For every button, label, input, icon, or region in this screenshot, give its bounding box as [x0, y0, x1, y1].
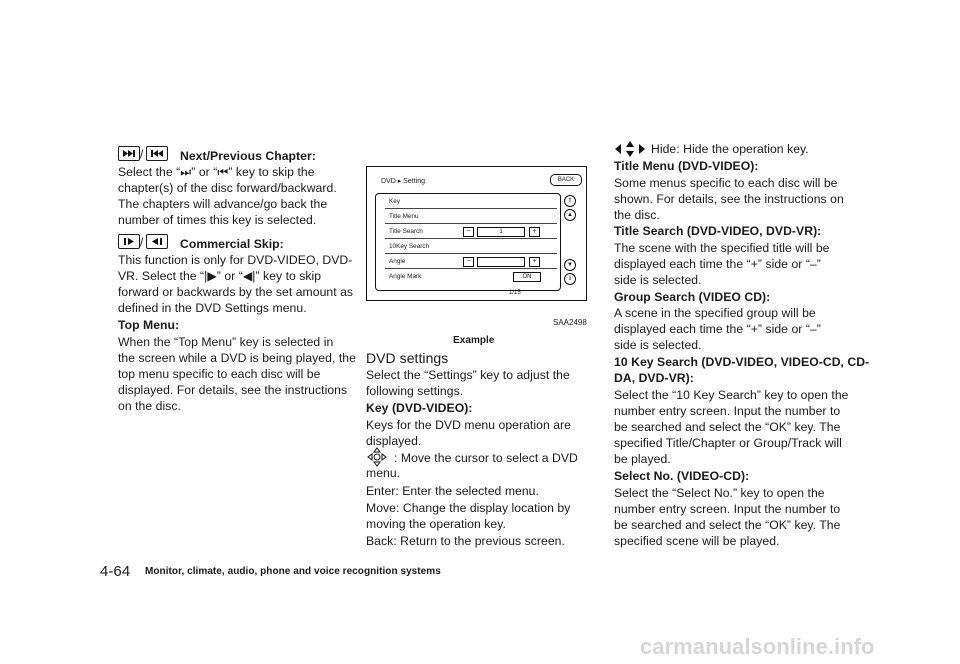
scroll-down-icon: ▼: [564, 259, 576, 271]
slash: /: [140, 234, 144, 249]
tenkey-line-2: number entry screen. Input the number to: [614, 404, 841, 418]
tenkey-line-5: be played.: [614, 452, 671, 466]
title-menu-line-1: Some menus specific to each disc will be: [614, 176, 838, 190]
watermark: carmanualsonline.info: [640, 634, 875, 659]
prev-icon-inline: ⏮: [217, 165, 229, 179]
group-search-line-2: displayed each time the “+” side or “–”: [614, 322, 821, 336]
slash: /: [140, 146, 144, 161]
scroll-controls: [563, 195, 575, 285]
page-number: 4-64: [100, 563, 131, 580]
key-line-2: displayed.: [366, 434, 422, 448]
dvd-settings-heading: DVD settings: [366, 350, 449, 366]
scroll-top-icon: ⇑: [564, 195, 576, 207]
angle-value: [477, 257, 525, 267]
skip-backward-icon: [146, 234, 168, 249]
title-search-line-2: displayed each time the “+” side or “–”: [614, 257, 821, 271]
text: ” or “: [216, 269, 243, 283]
row-angle: [385, 255, 557, 269]
screen-title: DVD ▸ Setting: [381, 178, 425, 185]
angle-mark-value: ON: [513, 272, 541, 282]
top-menu-line-4: displayed. For details, see the instructions: [118, 383, 348, 397]
text: Select the “: [118, 165, 181, 179]
enter-line: Enter: Enter the selected menu.: [366, 484, 539, 498]
title-menu-line-3: the disc.: [614, 208, 660, 222]
row-angle-mark: [385, 270, 557, 283]
top-menu-line-2: the screen while a DVD is being played, the: [118, 351, 356, 365]
title-menu-heading: Title Menu (DVD-VIDEO):: [614, 159, 759, 173]
hide-line: Hide: Hide the operation key.: [651, 142, 809, 156]
next-icon-inline: ⏭: [180, 165, 192, 179]
tenkey-heading-1: 10 Key Search (DVD-VIDEO, VIDEO-CD, CD-: [614, 355, 870, 369]
plus-icon: +: [529, 227, 540, 237]
cursor-line-cont: menu.: [366, 466, 401, 480]
back-line: Back: Return to the previous screen.: [366, 534, 565, 548]
commercial-skip-keys: [118, 233, 168, 251]
minus-icon: −: [463, 257, 474, 267]
section-title: Monitor, climate, audio, phone and voice recognition systems: [145, 566, 441, 577]
back-button: BACK: [550, 174, 582, 186]
row-label: Key: [389, 198, 401, 205]
next-prev-line-2: chapter(s) of the disc forward/backward.: [118, 181, 337, 195]
select-no-line-3: be searched and select the “OK” key. The: [614, 518, 841, 532]
next-chapter-icon: [118, 146, 140, 161]
fwd-icon-inline: |▶: [204, 269, 217, 283]
page-indicator: 1/15: [509, 290, 521, 296]
commercial-line-3: forward or backwards by the set amount as: [118, 285, 354, 299]
title-search-value: 1: [477, 227, 525, 237]
prev-chapter-icon: [146, 146, 168, 161]
next-prev-line-4: number of times this key is selected.: [118, 213, 317, 227]
top-menu-line-3: top menu specific to each disc will be: [118, 367, 321, 381]
scroll-up-icon: ▲: [564, 209, 576, 221]
row-label: Title Menu: [389, 213, 419, 220]
plus-icon: +: [529, 257, 540, 267]
row-10key-search: [385, 240, 557, 254]
title-menu-line-2: shown. For details, see the instructions on: [614, 192, 844, 206]
row-label: Angle Mark: [389, 273, 422, 280]
move-line-2: moving the operation key.: [366, 517, 506, 531]
row-title-search: [385, 225, 557, 239]
scroll-bottom-icon: ⇓: [564, 273, 576, 285]
row-label: Angle: [389, 258, 406, 265]
title-search-line-1: The scene with the specified title will be: [614, 241, 830, 255]
figure-code: SAA2498: [553, 318, 587, 327]
commercial-line-4: defined in the DVD Settings menu.: [118, 301, 307, 315]
key-heading: Key (DVD-VIDEO):: [366, 401, 473, 415]
dvd-settings-line-2: following settings.: [366, 384, 464, 398]
text: ” key to skip the: [228, 165, 315, 179]
select-no-line-1: Select the “Select No.” key to open the: [614, 486, 825, 500]
dvd-settings-line-1: Select the “Settings” key to adjust the: [366, 368, 570, 382]
tenkey-line-1: Select the “10 Key Search” key to open the: [614, 388, 849, 402]
row-label: 10Key Search: [389, 243, 430, 250]
group-search-line-3: side is selected.: [614, 338, 702, 352]
tenkey-heading-2: DA, DVD-VR):: [614, 371, 694, 385]
title-search-heading: Title Search (DVD-VIDEO, DVD-VR):: [614, 224, 822, 238]
select-no-heading: Select No. (VIDEO-CD):: [614, 469, 750, 483]
commercial-line-2: [118, 269, 358, 285]
cursor-line: : Move the cursor to select a DVD: [394, 451, 578, 465]
commercial-line-1: This function is only for DVD-VIDEO, DVD-: [118, 253, 353, 267]
next-prev-line-1: [118, 165, 348, 181]
move-line-1: Move: Change the display location by: [366, 501, 571, 515]
group-search-heading: Group Search (VIDEO CD):: [614, 290, 771, 304]
row-label: Title Search: [389, 228, 423, 235]
select-no-line-4: specified scene will be played.: [614, 534, 780, 548]
next-prev-keys: [118, 145, 168, 163]
text: VR. Select the “: [118, 269, 205, 283]
next-prev-heading: Next/Previous Chapter:: [180, 149, 316, 163]
top-menu-line-5: on the disc.: [118, 399, 181, 413]
text: ” key to skip: [255, 269, 322, 283]
row-title-menu: [385, 210, 557, 224]
tenkey-line-4: specified Title/Chapter or Group/Track will: [614, 436, 842, 450]
group-search-line-1: A scene in the specified group will be: [614, 306, 816, 320]
dvd-setting-screen-illustration: [366, 166, 587, 301]
key-line-1: Keys for the DVD menu operation are: [366, 418, 571, 432]
minus-icon: −: [463, 227, 474, 237]
skip-forward-icon: [118, 234, 140, 249]
top-menu-heading: Top Menu:: [118, 318, 180, 332]
text: ” or “: [191, 165, 218, 179]
tenkey-line-3: be searched and select the “OK” key. The: [614, 420, 841, 434]
next-prev-line-3: The chapters will advance/go back the: [118, 197, 328, 211]
row-key: [385, 195, 557, 209]
title-search-line-3: side is selected.: [614, 273, 702, 287]
commercial-heading: Commercial Skip:: [180, 237, 284, 251]
back-icon-inline: ◀|: [242, 269, 256, 283]
figure-caption: Example: [453, 335, 495, 346]
top-menu-line-1: When the “Top Menu” key is selected in: [118, 335, 334, 349]
select-no-line-2: number entry screen. Input the number to: [614, 502, 841, 516]
